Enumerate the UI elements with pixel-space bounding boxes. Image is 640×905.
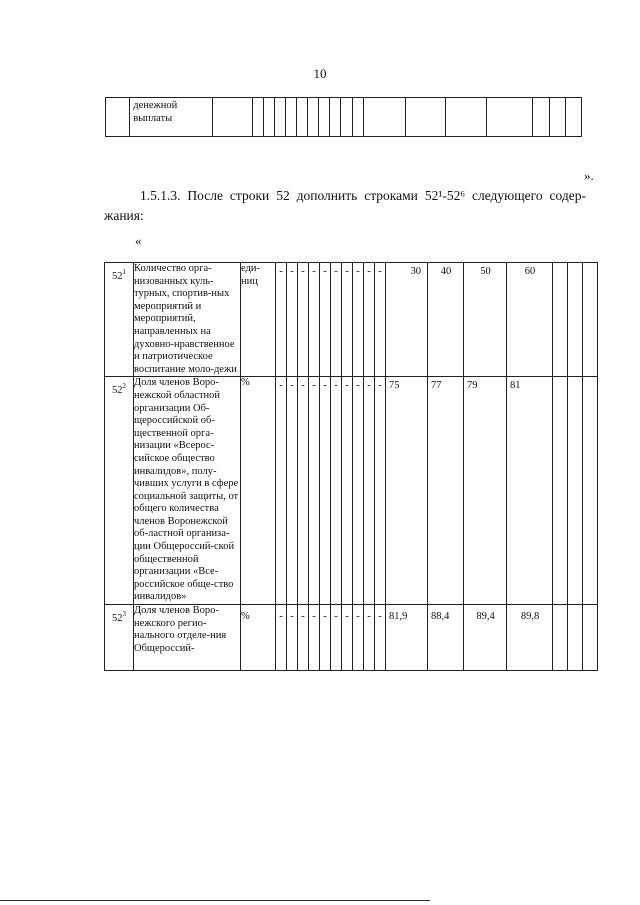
row-dash: - [309, 263, 320, 377]
table-row [105, 263, 598, 377]
row-description: Доля членов Воро-нежского регио-нального отделе-ния Общероссий- [134, 605, 241, 671]
row-value: 75 [386, 377, 428, 605]
row-dash: - [309, 377, 320, 605]
row-dash: - [309, 605, 320, 671]
amendment-paragraph [104, 186, 586, 226]
row-description: денежной выплаты [130, 98, 213, 137]
row-unit: % [241, 377, 276, 605]
row-dash: - [331, 605, 342, 671]
row-value: 30 [386, 263, 428, 377]
row-value: 81,9 [386, 605, 428, 671]
table-row [105, 605, 598, 671]
row-dash: - [320, 263, 331, 377]
row-dash: - [298, 263, 309, 377]
row-number: $52^1$ [105, 263, 134, 377]
indicators-table [104, 262, 598, 671]
row-dash: - [353, 377, 364, 605]
row-dash: - [320, 377, 331, 605]
row-dash: - [342, 377, 353, 605]
row-dash: - [331, 377, 342, 605]
footer-divider [0, 900, 430, 901]
row-dash: - [287, 263, 298, 377]
row-value: 60 [507, 263, 553, 377]
table-row [106, 98, 582, 137]
row-description: Доля членов Воро-нежской областной организации Об-щероссийской об-щественной орга-низации «Всерос-сийское общество инвалидов», полу-чивших услуги в сфере социальной защиты, от общего количества членов Воронежской об-ластной организа-ции Общероссий-ской общественной организации «Все-российское обще-ство инвалидов» [134, 377, 241, 605]
row-dash: - [342, 263, 353, 377]
paragraph-line-1: 1.5.1.3. После строки 52 дополнить строками 52¹-52⁶ следующего содер- [140, 188, 586, 203]
row-dash: - [287, 377, 298, 605]
row-value: 77 [428, 377, 464, 605]
row-dash: - [364, 263, 375, 377]
row-dash: - [287, 605, 298, 671]
row-dash: - [353, 263, 364, 377]
row-number: $52^2$ [105, 377, 134, 605]
row-value: 89,4 [464, 605, 507, 671]
closing-quote: ». [584, 168, 594, 183]
row-dash: - [298, 605, 309, 671]
row-dash: - [276, 263, 287, 377]
row-description: Количество орга-низованных куль-турных, спортив-ных мероприятий и мероприятий, направленных на духовно-нравственное и патриотическое воспитание моло-дежи [134, 263, 241, 377]
row-dash: - [342, 605, 353, 671]
paragraph-line-2: жания: [104, 208, 144, 223]
continued-table [105, 97, 582, 137]
row-dash: - [276, 377, 287, 605]
table-row [105, 377, 598, 605]
row-dash: - [276, 605, 287, 671]
row-dash: - [331, 263, 342, 377]
opening-quote: « [135, 233, 142, 248]
row-dash: - [298, 377, 309, 605]
row-dash: - [375, 605, 386, 671]
row-value: 50 [464, 263, 507, 377]
page-number: 10 [313, 66, 327, 81]
row-dash: - [353, 605, 364, 671]
row-value: 40 [428, 263, 464, 377]
row-value: 89,8 [507, 605, 553, 671]
row-unit: еди-ниц [241, 263, 276, 377]
row-value: 88,4 [428, 605, 464, 671]
row-dash: - [375, 263, 386, 377]
row-number: $52^3$ [105, 605, 134, 671]
row-value: 81 [507, 377, 553, 605]
row-dash: - [364, 377, 375, 605]
row-value: 79 [464, 377, 507, 605]
row-dash: - [375, 377, 386, 605]
row-dash: - [364, 605, 375, 671]
row-dash: - [320, 605, 331, 671]
row-unit: % [241, 605, 276, 671]
